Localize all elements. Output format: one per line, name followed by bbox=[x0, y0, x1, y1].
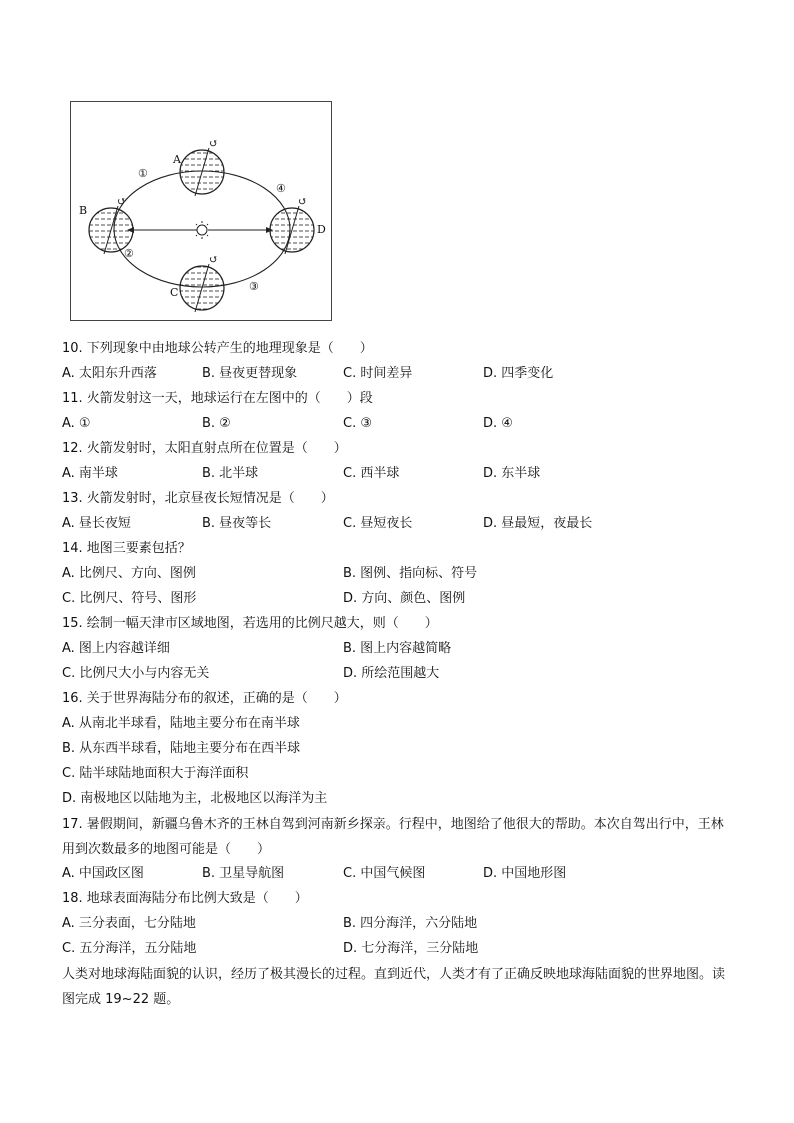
q12-option-d[interactable]: D. 东半球 bbox=[483, 466, 541, 481]
question-11-stem: 11. 火箭发射这一天，地球运行在左图中的（ ）段 bbox=[62, 391, 373, 406]
q14-option-d[interactable]: D. 方向、颜色、图例 bbox=[343, 591, 466, 606]
q16-option-a[interactable]: A. 从南北半球看，陆地主要分布在南半球 bbox=[62, 716, 300, 731]
earth-position-b bbox=[89, 195, 133, 254]
q17-option-a[interactable]: A. 中国政区图 bbox=[62, 866, 144, 881]
q16-option-d[interactable]: D. 南极地区以陆地为主，北极地区以海洋为主 bbox=[62, 791, 328, 806]
reading-intro: 人类对地球海陆面貌的认识，经历了极其漫长的过程。直到近代，人类才有了正确反映地球海陆面貌的世界地图。读图完成 19~22 题。 bbox=[62, 967, 726, 1007]
svg-text:↺: ↺ bbox=[209, 253, 219, 266]
q12-option-b[interactable]: B. 北半球 bbox=[202, 466, 259, 481]
label-d: D bbox=[317, 223, 326, 236]
q16-option-b[interactable]: B. 从东西半球看，陆地主要分布在西半球 bbox=[62, 741, 301, 756]
q13-option-a[interactable]: A. 昼长夜短 bbox=[62, 516, 131, 531]
segment-2: ② bbox=[124, 247, 134, 260]
svg-text:↺: ↺ bbox=[298, 195, 308, 208]
q12-option-c[interactable]: C. 西半球 bbox=[343, 466, 400, 481]
segment-1: ① bbox=[138, 167, 148, 180]
q18-option-b[interactable]: B. 四分海洋，六分陆地 bbox=[343, 916, 478, 931]
label-a: A bbox=[173, 153, 181, 166]
question-18-stem: 18. 地球表面海陆分布比例大致是（ ） bbox=[62, 891, 308, 906]
q14-option-b[interactable]: B. 图例、指向标、符号 bbox=[343, 566, 478, 581]
q10-option-c[interactable]: C. 时间差异 bbox=[343, 366, 413, 381]
segment-3: ③ bbox=[249, 280, 259, 293]
q10-option-d[interactable]: D. 四季变化 bbox=[483, 366, 554, 381]
q17-option-b[interactable]: B. 卫星导航图 bbox=[202, 866, 285, 881]
label-b: B bbox=[79, 204, 88, 217]
q15-option-c[interactable]: C. 比例尺大小与内容无关 bbox=[62, 666, 210, 681]
orbit-figure bbox=[70, 101, 332, 321]
question-17-stem: 17. 暑假期间，新疆乌鲁木齐的王林自驾到河南新乡探亲。行程中，地图给了他很大的帮助。本次自驾出行中，王林用到次数最多的地图可能是（ ） bbox=[62, 817, 724, 857]
q15-option-b[interactable]: B. 图上内容越简略 bbox=[343, 641, 452, 656]
q17-option-d[interactable]: D. 中国地形图 bbox=[483, 866, 567, 881]
q17-option-c[interactable]: C. 中国气候图 bbox=[343, 866, 426, 881]
question-13-stem: 13. 火箭发射时，北京昼夜长短情况是（ ） bbox=[62, 491, 334, 506]
orbit-diagram bbox=[71, 102, 333, 322]
earth-position-d bbox=[270, 195, 314, 254]
label-c: C bbox=[170, 286, 179, 299]
q10-option-a[interactable]: A. 太阳东升西落 bbox=[62, 366, 157, 381]
q16-option-c[interactable]: C. 陆半球陆地面积大于海洋面积 bbox=[62, 766, 249, 781]
q11-option-c[interactable]: C. ③ bbox=[343, 416, 372, 431]
q15-option-a[interactable]: A. 图上内容越详细 bbox=[62, 641, 170, 656]
q13-option-b[interactable]: B. 昼夜等长 bbox=[202, 516, 272, 531]
q14-option-a[interactable]: A. 比例尺、方向、图例 bbox=[62, 566, 196, 581]
question-15-stem: 15. 绘制一幅天津市区域地图，若选用的比例尺越大，则（ ） bbox=[62, 616, 438, 631]
q10-option-b[interactable]: B. 昼夜更替现象 bbox=[202, 366, 298, 381]
question-12-stem: 12. 火箭发射时，太阳直射点所在位置是（ ） bbox=[62, 441, 347, 456]
q18-option-a[interactable]: A. 三分表面，七分陆地 bbox=[62, 916, 196, 931]
earth-position-a bbox=[180, 137, 224, 196]
question-14-stem: 14. 地图三要素包括？ bbox=[62, 541, 191, 556]
q13-option-d[interactable]: D. 昼最短，夜最长 bbox=[483, 516, 593, 531]
q18-option-d[interactable]: D. 七分海洋，三分陆地 bbox=[343, 941, 479, 956]
q15-option-d[interactable]: D. 所绘范围越大 bbox=[343, 666, 440, 681]
question-10-stem: 10. 下列现象中由地球公转产生的地理现象是（ ） bbox=[62, 341, 373, 356]
svg-text:↺: ↺ bbox=[117, 195, 127, 208]
q12-option-a[interactable]: A. 南半球 bbox=[62, 466, 118, 481]
q11-option-b[interactable]: B. ② bbox=[202, 416, 231, 431]
question-16-stem: 16. 关于世界海陆分布的叙述，正确的是（ ） bbox=[62, 691, 347, 706]
q11-option-a[interactable]: A. ① bbox=[62, 416, 91, 431]
q13-option-c[interactable]: C. 昼短夜长 bbox=[343, 516, 413, 531]
segment-4: ④ bbox=[276, 182, 286, 195]
q18-option-c[interactable]: C. 五分海洋，五分陆地 bbox=[62, 941, 197, 956]
earth-position-c bbox=[180, 253, 224, 312]
q11-option-d[interactable]: D. ④ bbox=[483, 416, 513, 431]
svg-text:↺: ↺ bbox=[209, 137, 219, 150]
q14-option-c[interactable]: C. 比例尺、符号、图形 bbox=[62, 591, 197, 606]
